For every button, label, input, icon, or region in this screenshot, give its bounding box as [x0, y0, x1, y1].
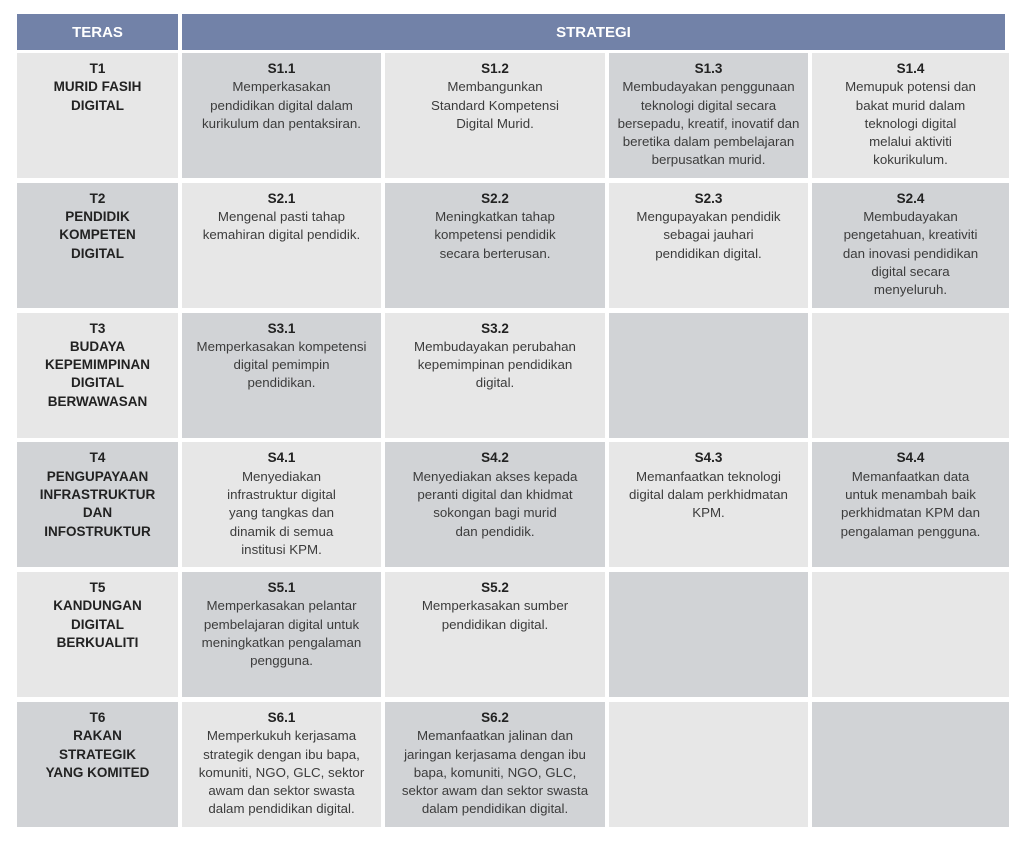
strategy-description: Menyediakan akses kepada peranti digital dan khidmat sokongan bagi murid dan pendidik.: [412, 468, 578, 539]
strategy-cell: [182, 183, 381, 308]
empty-cell: [812, 572, 1009, 697]
teras-cell: [17, 53, 178, 178]
strategi-header: STRATEGI: [182, 14, 1005, 50]
strategy-code: S1.1: [267, 61, 296, 76]
strategy-code: S2.3: [694, 190, 723, 206]
strategy-description: Memanfaatkan data untuk menambah baik perkhidmatan KPM dan pengalaman pengguna.: [840, 468, 981, 539]
empty-cell: [812, 702, 1009, 827]
strategy-code: S1.2: [481, 61, 509, 76]
teras-header: TERAS: [17, 14, 178, 50]
strategy-cell: [385, 313, 605, 438]
strategy-cell: [385, 53, 605, 178]
strategy-cell: [609, 183, 808, 308]
strategy-code: S5.1: [267, 580, 296, 596]
strategy-description: Mengenal pasti tahap kemahiran digital pendidik.: [202, 209, 361, 243]
strategy-code: S4.1: [267, 450, 296, 466]
teras-code: T5: [89, 580, 106, 596]
strategy-cell: [812, 442, 1009, 567]
strategy-table: [17, 53, 1005, 827]
strategy-code: S3.2: [481, 320, 509, 336]
teras-code: T1: [89, 61, 106, 76]
strategy-code: S2.1: [267, 190, 296, 206]
strategy-description: Membudayakan pengetahuan, kreativiti dan inovasi pendidikan digital secara menyeluruh.: [842, 209, 979, 298]
teras-name: MURID FASIH DIGITAL: [53, 79, 142, 113]
strategy-description: Memperkasakan kompetensi digital pemimpin pendidikan.: [196, 338, 367, 391]
strategy-cell: [812, 53, 1009, 178]
strategy-cell: [182, 702, 381, 827]
strategy-cell: [812, 183, 1009, 308]
strategy-code: S4.2: [481, 450, 509, 466]
strategy-code: S2.4: [896, 190, 925, 206]
strategy-cell: [385, 702, 605, 827]
strategy-description: Mengupayakan pendidik sebagai jauhari pendidikan digital.: [636, 209, 781, 261]
strategy-code: S3.1: [267, 320, 296, 336]
empty-cell: [609, 572, 808, 697]
teras-cell: [17, 442, 178, 567]
teras-name: PENGUPAYAAN INFRASTRUKTUR DAN INFOSTRUKTUR: [39, 468, 156, 539]
strategy-description: Membudayakan perubahan kepemimpinan pendidikan digital.: [414, 338, 576, 391]
teras-cell: [17, 572, 178, 697]
strategy-cell: [385, 183, 605, 308]
strategy-code: S4.3: [694, 450, 723, 466]
strategy-description: Memperkasakan pendidikan digital dalam kurikulum dan pentaksiran.: [202, 79, 361, 131]
teras-name: RAKAN STRATEGIK YANG KOMITED: [45, 728, 150, 780]
strategy-description: Memanfaatkan jalinan dan jaringan kerjasama dengan ibu bapa, komuniti, NGO, GLC, sektor awam dan sektor swasta dalam pendidikan digital.: [401, 728, 589, 817]
strategy-code: S4.4: [896, 450, 925, 466]
teras-cell: [17, 183, 178, 308]
empty-cell: [609, 313, 808, 438]
strategy-code: S5.2: [481, 580, 509, 596]
strategy-cell: [609, 442, 808, 567]
strategy-cell: [385, 442, 605, 567]
teras-name: KANDUNGAN DIGITAL BERKUALITI: [53, 598, 142, 651]
strategy-code: S1.3: [694, 61, 723, 76]
strategy-description: Memperkasakan sumber pendidikan digital.: [421, 598, 569, 632]
teras-code: T6: [89, 709, 106, 725]
strategy-description: Memupuk potensi dan bakat murid dalam teknologi digital melalui aktiviti kokurikulum.: [845, 79, 976, 168]
teras-cell: [17, 313, 178, 438]
teras-code: T4: [89, 450, 106, 466]
empty-cell: [812, 313, 1009, 438]
teras-code: T3: [89, 320, 106, 336]
strategy-description: Memanfaatkan teknologi digital dalam perkhidmatan KPM.: [629, 468, 788, 521]
strategy-code: S6.2: [481, 709, 509, 725]
strategy-description: Membangunkan Standard Kompetensi Digital Murid.: [431, 79, 559, 131]
strategy-code: S1.4: [896, 61, 925, 76]
strategy-cell: [609, 53, 808, 178]
strategy-cell: [182, 442, 381, 567]
empty-cell: [609, 702, 808, 827]
strategy-cell: [182, 572, 381, 697]
strategy-code: S6.1: [267, 709, 296, 725]
strategy-description: Menyediakan infrastruktur digital yang tangkas dan dinamik di semua institusi KPM.: [227, 468, 336, 557]
teras-cell: [17, 702, 178, 827]
strategy-code: S2.2: [481, 190, 509, 206]
teras-name: PENDIDIK KOMPETEN DIGITAL: [59, 209, 136, 261]
teras-name: BUDAYA KEPEMIMPINAN DIGITAL BERWAWASAN: [44, 338, 150, 409]
strategy-cell: [385, 572, 605, 697]
strategy-description: Memperkukuh kerjasama strategik dengan ibu bapa, komuniti, NGO, GLC, sektor awam dan sektor swasta dalam pendidikan digital.: [198, 728, 365, 817]
strategy-cell: [182, 53, 381, 178]
strategy-description: Membudayakan penggunaan teknologi digital secara bersepadu, kreatif, inovatif dan beretika dalam pembelajaran berpusatkan murid.: [617, 79, 800, 168]
teras-code: T2: [89, 190, 106, 206]
strategy-description: Memperkasakan pelantar pembelajaran digital untuk meningkatkan pengalaman pengguna.: [201, 598, 362, 669]
strategy-description: Meningkatkan tahap kompetensi pendidik secara berterusan.: [434, 209, 556, 261]
strategy-cell: [182, 313, 381, 438]
